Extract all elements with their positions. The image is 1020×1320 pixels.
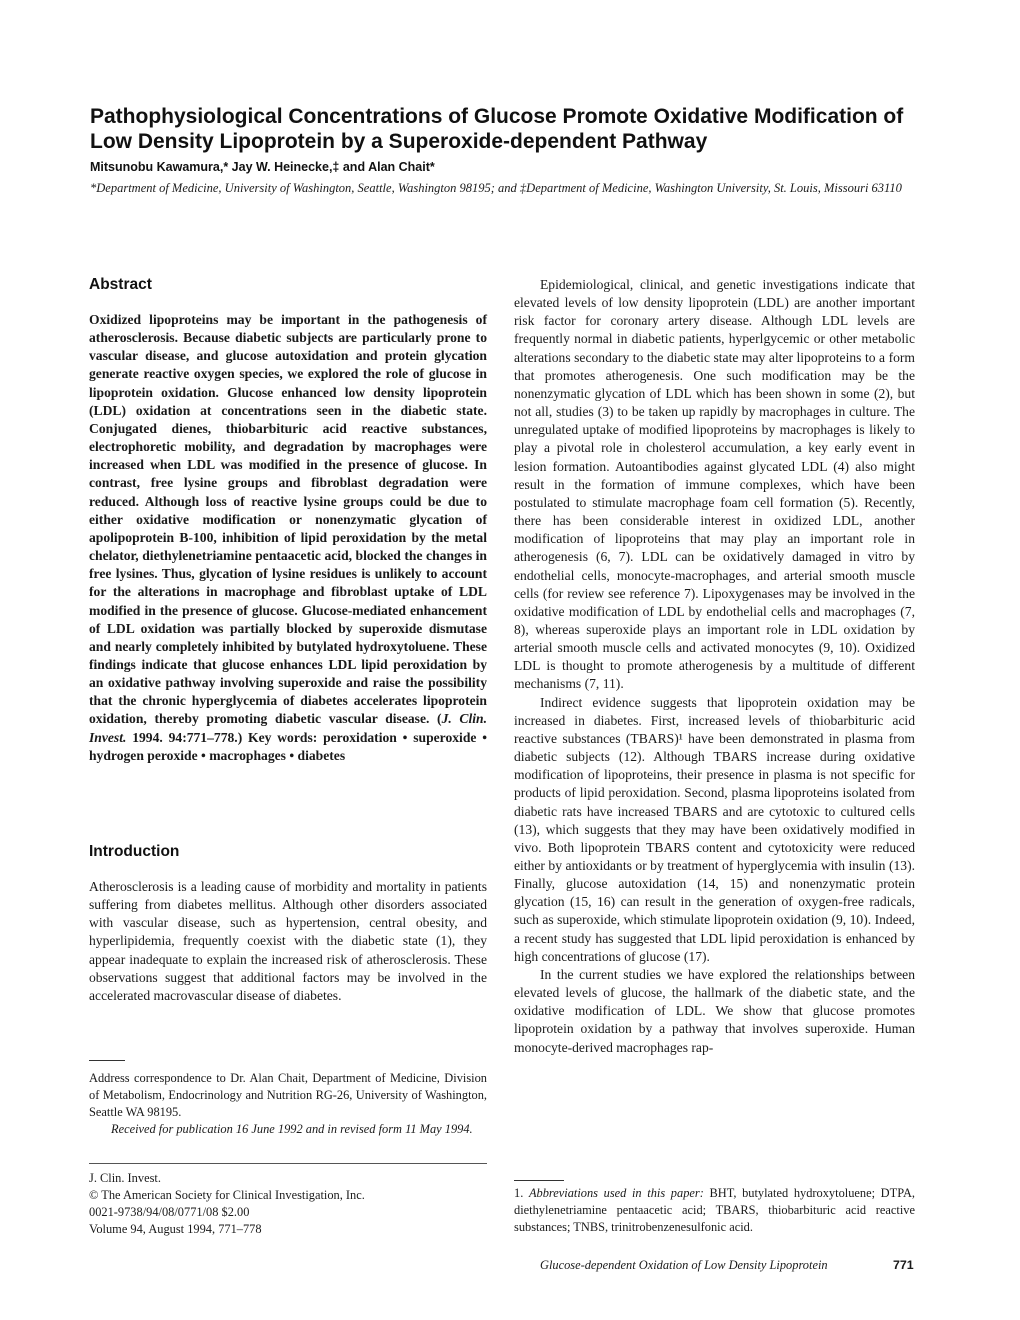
body-paragraph-1: Epidemiological, clinical, and genetic investigations indicate that elevated levels of low density lipoprotein (LDL) are another important risk factor for coronary artery disease. Although LDL levels are frequently normal in diabetic patients, hyperlgycemic or other metabolic alterations secondary to the diabetic state may alter lipoproteins to a form that promotes atherogenesis. One such modification may be the nonenzymatic glycation of LDL which has been shown in some (2), but not all, studies (3) to be taken up rapidly by macrophages in culture. The unregulated uptake of modified lipoproteins by macrophages is likely to play a pivotal role in cholesterol accumulation, a key early event in lesion formation. Autoantibodies against glycated LDL (4) also might result in the formation of immune complexes, which have been postulated to stimulate macrophage foam cell formation (5). Recently, there has been considerable interest in oxidized LDL, another modification of lipoproteins that may play an important role in atherogenesis (6, 7). LDL can be oxidatively damaged in vitro by endothelial cells, monocyte-macrophages, and arterial smooth muscle cells (for review see reference 7). Lipoxygenases may be involved in the oxidative modification of LDL by endothelial cells and macrophages (7, 8), whereas superoxide plays an important role in LDL oxidation by arterial smooth muscle cells and activated monocytes (9, 10). Oxidized LDL is thought to promote atherogenesis by a multitude of different mechanisms (7, 11). <box>514 277 915 692</box>
article-title: Pathophysiological Concentrations of Glucose Promote Oxidative Modification of Low Density Lipoprotein by a Superoxide-dependent Pathway <box>90 105 904 153</box>
copyright-line: © The American Society for Clinical Investigation, Inc. <box>89 1188 365 1202</box>
volume-line: Volume 94, August 1994, 771–778 <box>89 1222 262 1236</box>
journal-info <box>89 1170 487 1238</box>
journal-info-divider <box>89 1163 487 1164</box>
abstract-text: Oxidized lipoproteins may be important in the pathogenesis of atherosclerosis. Because diabetic subjects are particularly prone to vascular disease, and glucose autoxidation and protein glycation generate reactive oxygen species, we explored the role of glucose in lipoprotein oxidation. Glucose enhanced low density lipoprotein (LDL) oxidation at concentrations seen in the diabetic state. Conjugated dienes, thiobarbituric acid reactive substances, electrophoretic mobility, and degradation by macrophages were increased when LDL was modified in the presence of glucose. In contrast, free lysine groups and fibroblast degradation were reduced. Although loss of reactive lysine groups could be due to either oxidative modification or nonenzymatic glycation of apolipoprotein B-100, inhibition of lipid peroxidation by the metal chelator, diethylenetriamine pentaacetic acid, blocked the changes in free lysines. Thus, glycation of lysine residues is unlikely to account for the alterations in macrophage and fibroblast uptake of LDL modified in the presence of glucose. Glucose-mediated enhancement of LDL oxidation was partially blocked by superoxide dismutase and nearly completely inhibited by butylated hydroxytoluene. These findings indicate that glucose enhances LDL lipid peroxidation by an oxidative pathway involving superoxide and raise the possibility that the chronic hyperglycemia of diabetes accelerates lipoprotein oxidation, thereby promoting diabetic vascular disease. ( <box>89 312 487 727</box>
body-paragraph-2: Indirect evidence suggests that lipoprotein oxidation may be increased in diabetes. First, increased levels of thiobarbituric acid reactive substances (TBARS)¹ have been demonstrated in plasma from diabetic subjects (12). Although TBARS increase during oxidative modification of lipoproteins, their presence in plasma is not specific for products of lipid peroxidation. Second, plasma lipoproteins isolated from diabetic rats have increased TBARS and are cytotoxic to cultured cells (13), which suggests that they may have been oxidatively modified in vivo. Both lipoprotein TBARS content and cytotoxicity were reduced either by antioxidants or by treatment of hyperglycemia with insulin (13). Finally, glucose autoxidation (14, 15) and nonenzymatic protein glycation (15, 16) can result in the generation of oxygen-free radicals, such as superoxide, which stimulate lipoprotein oxidation (9, 10). Indeed, a recent study has suggested that LDL lipid peroxidation is enhanced by high concentrations of glucose (17). <box>514 694 915 964</box>
affiliations: *Department of Medicine, University of Washington, Seattle, Washington 98195; and ‡Department of Medicine, Washington University, St. Louis, Missouri 63110 <box>90 181 902 195</box>
author-list: Mitsunobu Kawamura,* Jay W. Heinecke,‡ and Alan Chait* <box>90 160 435 174</box>
correspondence-address: Address correspondence to Dr. Alan Chait, Department of Medicine, Division of Metabolism, Endocrinology and Nutrition RG-26, University of Washington, Seattle WA 98195. <box>89 1071 487 1119</box>
introduction-heading: Introduction <box>89 843 180 860</box>
footnote-divider <box>89 1060 125 1061</box>
footnote-label: Abbreviations used in this paper: <box>528 1186 704 1200</box>
abstract-key-words: Key words: peroxidation • superoxide • hydrogen peroxide • macrophages • diabetes <box>89 729 487 763</box>
running-title: Glucose-dependent Oxidation of Low Density Lipoprotein <box>540 1258 828 1272</box>
abstract-citation: 1994. 94:771–778.) <box>126 729 243 745</box>
footnote-text: BHT, butylated hydroxytoluene; DTPA, diethylenetriamine pentaacetic acid; TBARS, thiobarbituric acid reactive substances; TNBS, trinitrobenzenesulfonic acid. <box>514 1186 916 1234</box>
correspondence-note <box>89 1070 487 1138</box>
introduction-body: Atherosclerosis is a leading cause of morbidity and mortality in patients suffering from diabetes mellitus. Although other disorders associated with vascular disease, such as hypertension, central obesity, and hyperlipidemia, frequently coexist with the diabetic state (1), they appear inadequate to explain the increased risk of atherosclerosis. These observations suggest that additional factors may be involved in the accelerated macrovascular disease of diabetes. <box>89 879 487 1003</box>
right-column-text <box>514 276 915 1057</box>
journal-name: J. Clin. Invest. <box>89 1171 161 1185</box>
abbreviations-divider <box>514 1180 564 1181</box>
abstract-journal-ref: J. Clin. Invest. <box>89 711 487 745</box>
abbreviations-footnote <box>514 1185 915 1236</box>
abstract-body <box>89 311 487 765</box>
body-paragraph-3: In the current studies we have explored the relationships between elevated levels of glucose, the hallmark of the diabetic state, and the oxidative modification of LDL. We show that glucose promotes lipoprotein oxidation by a pathway that involves superoxide. Human monocyte-derived macrophages rap- <box>514 966 915 1055</box>
issn-line: 0021-9738/94/08/0771/08 $2.00 <box>89 1205 250 1219</box>
page-number: 771 <box>893 1258 914 1272</box>
abstract-heading: Abstract <box>89 276 152 293</box>
received-date: Received for publication 16 June 1992 and in revised form 11 May 1994. <box>111 1122 473 1136</box>
footnote-number: 1. <box>514 1186 529 1200</box>
